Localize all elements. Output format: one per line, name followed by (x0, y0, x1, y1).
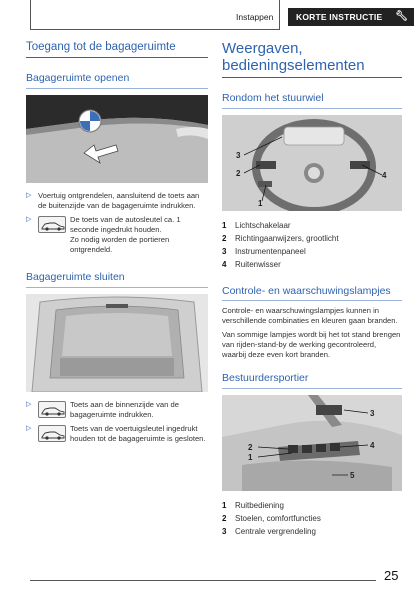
wheel-callout-1: 1 (258, 199, 263, 208)
lamps-paragraph-2: Van sommige lampjes wordt bij het tot stand brengen van rijden-stand-by de werking gecontroleerd, waarbij deze even kort branden. (222, 330, 401, 359)
trunk-open-key-row (26, 215, 208, 235)
wheel-callout-2: 2 (236, 169, 241, 178)
page-header (0, 0, 416, 30)
lamps-heading: Controle- en waarschuwingslampjes (222, 285, 402, 301)
door-callout-1: 1 (248, 453, 253, 462)
trunk-close-heading: Bagageruimte sluiten (26, 271, 208, 288)
wheel-legend-item: 4 Ruitenwisser (222, 260, 281, 269)
wheel-legend-item: 1 Lichtschakelaar (222, 221, 291, 230)
trunk-open-bullet (26, 191, 208, 211)
door-legend-item: 3 Centrale vergrendeling (222, 527, 316, 536)
page-number: 25 (384, 568, 399, 583)
wrench-icon: 🔧︎ (395, 11, 408, 22)
triangle-bullet-icon: ▷ (26, 216, 32, 223)
triangle-bullet-icon: ▷ (26, 192, 32, 199)
car-key-icon (38, 425, 66, 442)
trunk-open-unlock-text: Zo nodig worden de portieren ontgrendeld. (70, 235, 170, 254)
trunk-open-text: Voertuig ontgrendelen, aansluitend de toets aan de buitenzijde van de bagageruimte indrukken. (38, 191, 200, 210)
wheel-legend-item: 2 Richtingaanwijzers, grootlicht (222, 234, 339, 243)
door-callout-2: 2 (248, 443, 253, 452)
wheel-callout-4: 4 (382, 171, 387, 180)
door-legend-item: 1 Ruitbediening (222, 501, 284, 510)
header-badge (288, 8, 414, 26)
door-legend (222, 499, 402, 538)
wheel-legend-item: 3 Instrumentenpaneel (222, 247, 306, 256)
right-column (222, 40, 402, 538)
trunk-open-heading: Bagageruimte openen (26, 72, 208, 89)
header-section: Instappen (236, 12, 274, 22)
door-legend-item: 2 Stoelen, comfortfuncties (222, 514, 321, 523)
wheel-heading: Rondom het stuurwiel (222, 92, 402, 109)
door-callout-3: 3 (370, 409, 375, 418)
triangle-bullet-icon: ▷ (26, 401, 32, 408)
driver-door-photo (222, 395, 402, 491)
left-column (26, 40, 208, 444)
car-key-icon (38, 216, 66, 233)
trunk-close-key-row-2 (26, 424, 208, 444)
wheel-legend (222, 219, 402, 271)
door-callout-4: 4 (370, 441, 375, 450)
controls-title: Weergaven, bedieningselementen (222, 40, 402, 78)
footer-rule (30, 580, 376, 581)
header-badge-label: KORTE INSTRUCTIE (296, 12, 383, 22)
trunk-close-key-row-1 (26, 400, 208, 420)
trunk-open-key-text: De toets van de autosleutel ca. 1 seconde ingedrukt houden. (70, 215, 181, 234)
trunk-close-photo (26, 294, 208, 392)
door-heading: Bestuurdersportier (222, 372, 402, 389)
triangle-bullet-icon: ▷ (26, 425, 32, 432)
trunk-close-text-1: Toets aan de binnenzijde van de bagageruimte indrukken. (70, 400, 179, 419)
trunk-close-text-2: Toets van de voertuigsleutel ingedrukt houden tot de bagageruimte is gesloten. (70, 424, 206, 443)
trunk-button-icon (38, 401, 66, 418)
steering-wheel-photo (222, 115, 402, 211)
trunk-open-photo (26, 95, 208, 183)
wheel-callout-3: 3 (236, 151, 241, 160)
door-callout-5: 5 (350, 471, 355, 480)
lamps-paragraph-1: Controle- en waarschuwingslampjes kunnen in verschillende combinaties en kleuren gaan branden. (222, 306, 398, 325)
trunk-access-title: Toegang tot de bagageruimte (26, 40, 208, 58)
